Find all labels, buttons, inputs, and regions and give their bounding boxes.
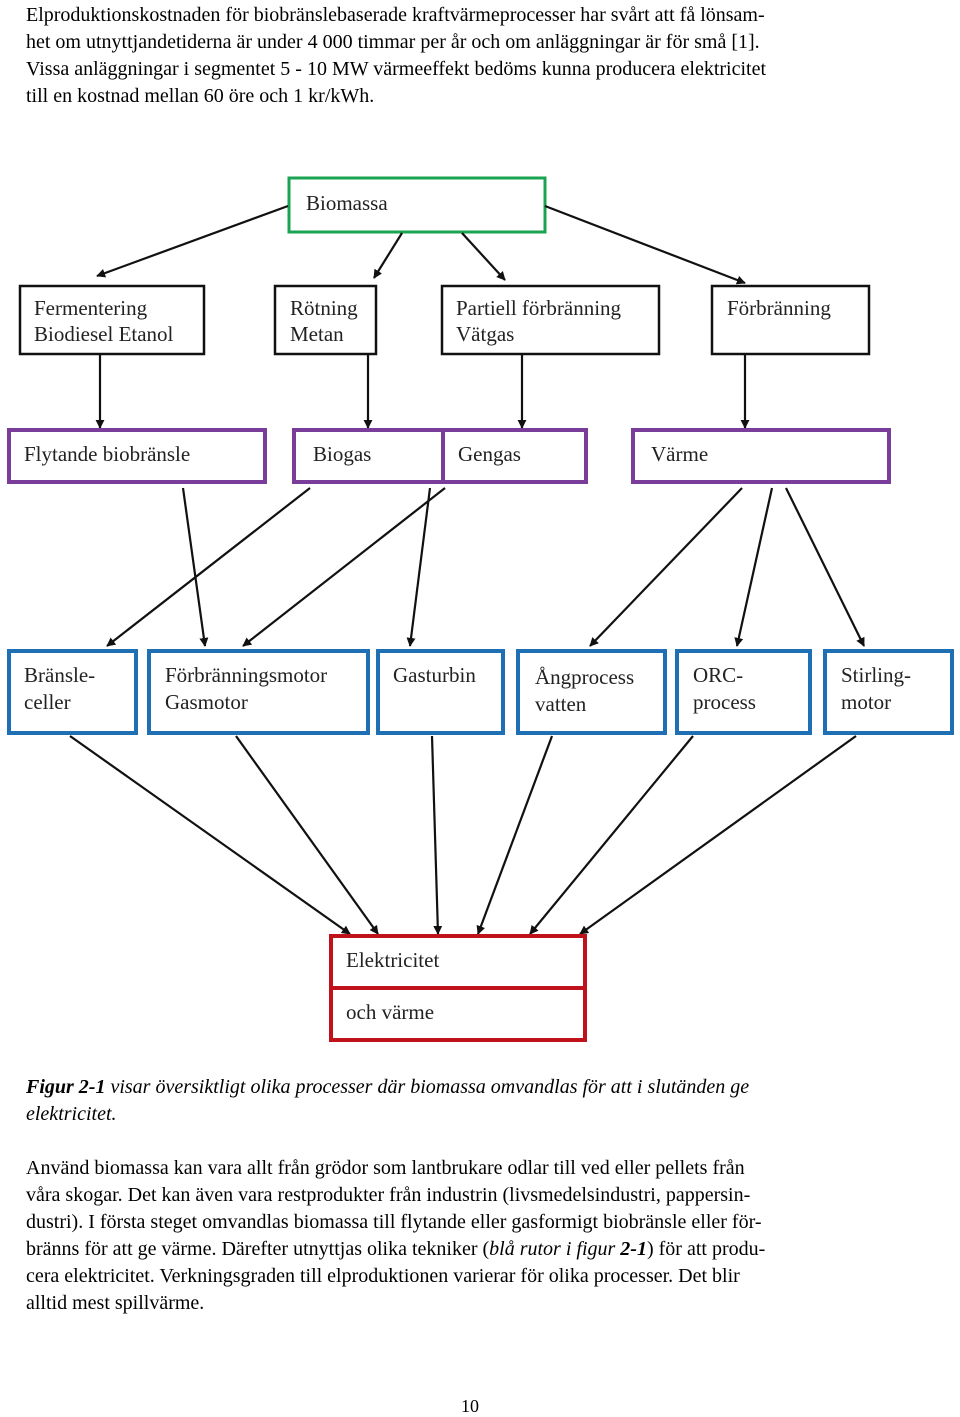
output-label: Elektricitet: [346, 948, 440, 972]
body-line: Använd biomassa kan vara allt från grödor som lantbrukare odlar till ved eller pellets från: [26, 1157, 745, 1179]
tech-label: motor: [841, 690, 892, 714]
tech-label: Ångprocess: [535, 665, 635, 689]
tech-label: vatten: [535, 692, 587, 716]
tech-stirling: [825, 651, 952, 733]
arrow: [478, 736, 552, 934]
tech-label: Stirling-: [841, 663, 912, 687]
process-partiell: [442, 286, 659, 354]
body-line: alltid mest spillvärme.: [26, 1292, 205, 1314]
tech-gasturbin: [378, 651, 503, 733]
process-rotning: [275, 286, 376, 354]
process-label: Partiell förbränning: [456, 296, 622, 320]
process-label: Biodiesel Etanol: [34, 322, 174, 346]
process-fermentering: [20, 286, 204, 354]
intro-line: Vissa anläggningar i segmentet 5 - 10 MW värmeeffekt bedöms kunna producera elektricitet: [26, 58, 767, 80]
tech-label: Bränsle-: [24, 663, 96, 687]
fuel-gengas: [443, 430, 586, 482]
arrow: [590, 488, 742, 646]
fuel-varme: [633, 430, 889, 482]
body-line: dustri). I första steget omvandlas biomassa till flytande eller gasformigt biobränsle eller för-: [26, 1211, 762, 1233]
body-paragraph: [26, 1155, 926, 1317]
tech-label: Gasturbin: [393, 663, 476, 687]
arrow: [432, 736, 438, 934]
arrow: [243, 488, 445, 646]
fuel-label: Värme: [651, 442, 709, 466]
fuel-flytande: [9, 430, 265, 482]
tech-orc: [677, 651, 810, 733]
tech-bransleceller: [9, 651, 136, 733]
arrow: [786, 488, 864, 646]
process-label: Förbränning: [727, 296, 831, 320]
body-text: ) för att produ-: [646, 1238, 766, 1260]
arrow: [183, 488, 205, 646]
output-node: [331, 936, 585, 1040]
arrow: [97, 206, 288, 276]
tech-label: process: [693, 690, 756, 714]
caption-text: visar översiktligt olika processer där biomassa omvandlas för att i slutänden ge: [105, 1076, 750, 1098]
output-label: och värme: [346, 1000, 435, 1024]
page-number: 10: [461, 1396, 479, 1416]
figure-reference-number: 2-1: [620, 1238, 647, 1260]
arrow: [530, 736, 693, 934]
process-label: Vätgas: [456, 322, 515, 346]
intro-line: Elproduktionskostnaden för biobränslebaserade kraftvärmeprocesser har svårt att få lönsam-: [26, 4, 765, 26]
process-label: Metan: [290, 322, 344, 346]
tech-forbranningsmotor: [149, 651, 368, 733]
arrow: [107, 488, 310, 646]
process-label: Rötning: [290, 296, 358, 320]
arrow: [545, 206, 745, 283]
fuel-label: Flytande biobränsle: [24, 442, 191, 466]
intro-line: het om utnyttjandetiderna är under 4 000 timmar per år och om anläggningar är för små [1].: [26, 31, 760, 53]
body-line: [26, 1236, 926, 1263]
figure-caption: [26, 1074, 926, 1128]
fuel-label: Gengas: [458, 442, 521, 466]
fuel-biogas: [294, 430, 443, 482]
tech-label: celler: [24, 690, 71, 714]
figure-reference: blå rutor i figur: [489, 1238, 621, 1260]
body-text: bränns för att ge värme. Därefter utnyttjas olika tekniker (: [26, 1238, 490, 1260]
body-line: våra skogar. Det kan även vara restprodukter från industrin (livsmedelsindustri, pappersin-: [26, 1184, 751, 1206]
fuel-label: Biogas: [313, 442, 372, 466]
body-line: cera elektricitet. Verkningsgraden till elproduktionen varierar för olika processer. Det blir: [26, 1265, 740, 1287]
biomassa-label: Biomassa: [306, 191, 388, 215]
process-forbranning: [712, 286, 869, 354]
caption-text: elektricitet.: [26, 1103, 117, 1125]
tech-label: ORC-: [693, 663, 744, 687]
tech-label: Förbränningsmotor: [165, 663, 328, 687]
arrow: [580, 736, 856, 934]
figure-label: Figur 2-1: [26, 1076, 106, 1098]
process-label: Fermentering: [34, 296, 148, 320]
arrow: [462, 233, 505, 280]
tech-label: Gasmotor: [165, 690, 248, 714]
intro-line: till en kostnad mellan 60 öre och 1 kr/kWh.: [26, 85, 375, 107]
arrow: [374, 233, 402, 278]
biomassa-node: [289, 178, 545, 232]
arrow: [737, 488, 772, 646]
tech-angprocess: [518, 651, 665, 733]
